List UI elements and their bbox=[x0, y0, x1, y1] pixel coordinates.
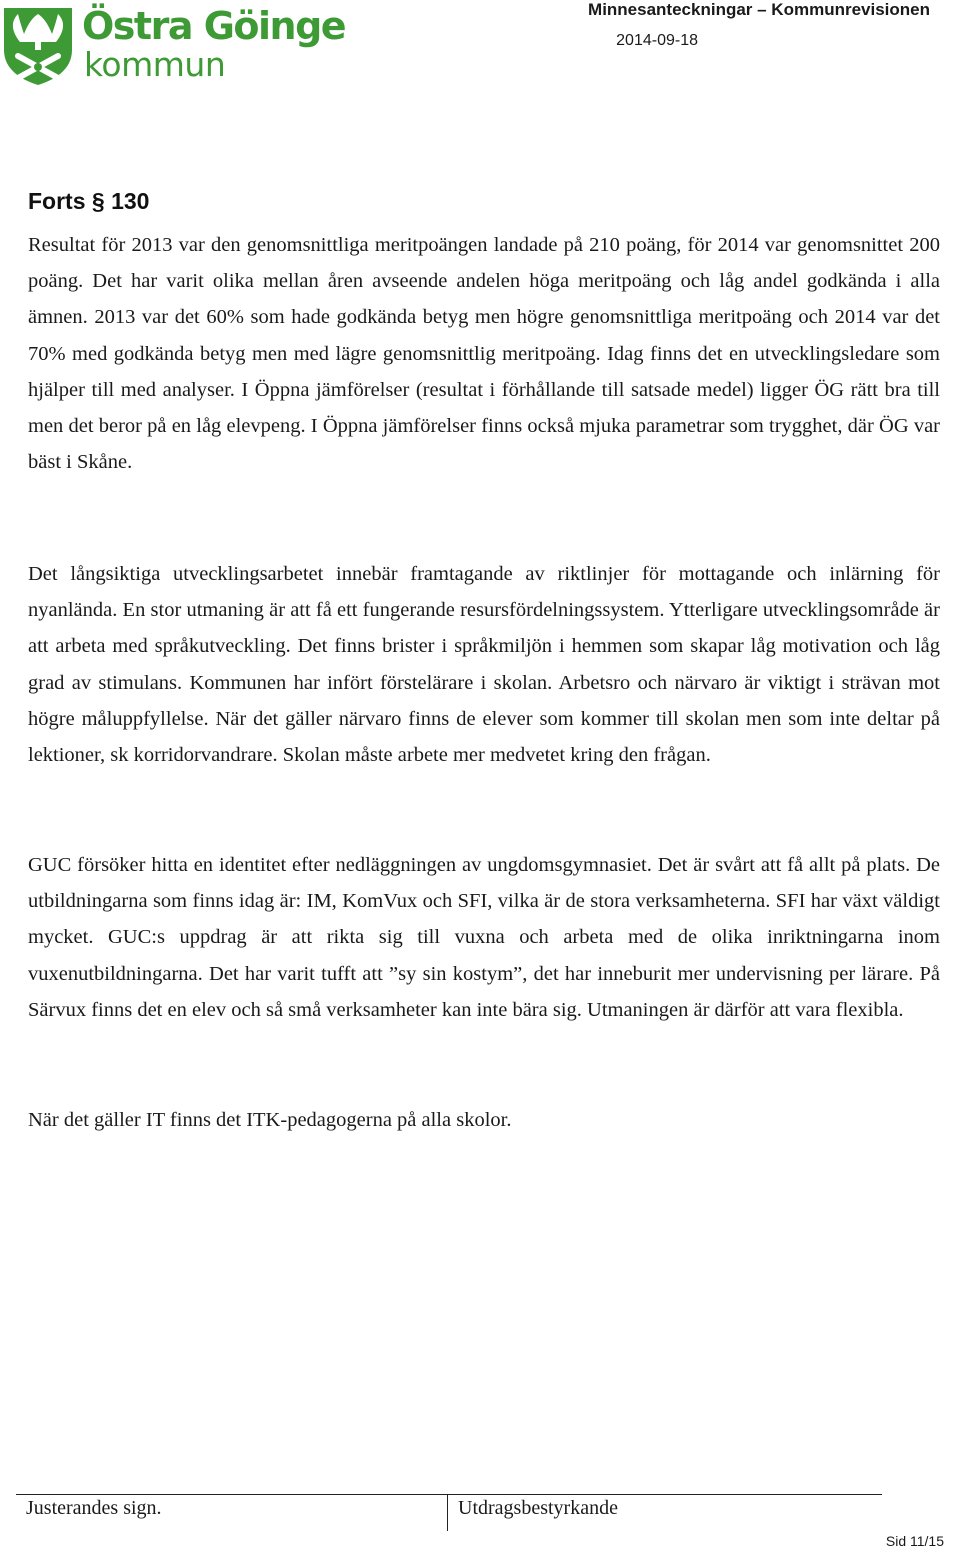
municipality-logo bbox=[0, 4, 346, 88]
paragraph-results: Resultat för 2013 var den genomsnittliga meritpoängen landade på 210 poäng, för 2014 var genomsnittet 200 poäng. Det har varit olika mellan åren avseende andelen höga meritpoäng och låg andel godkända i alla ämnen. 2013 var det 60% som hade godkända betyg men högre genomsnittliga meritpoäng och 2014 var det 70% med godkända betyg men med lägre genomsnittlig meritpoäng. Idag finns det en utvecklingsledare som hjälper till med analyser. I Öppna jämförelser (resultat i förhållande till satsade medel) ligger ÖG rätt bra till men det beror på en låg elevpeng. I Öppna jämförelser finns också mjuka parametrar som trygghet, där ÖG var bäst i Skåne. bbox=[28, 234, 940, 474]
document-title: Minnesanteckningar – Kommunrevisionen bbox=[588, 0, 930, 19]
logo-name: Östra Göinge bbox=[82, 4, 346, 48]
footer-divider bbox=[16, 1494, 882, 1495]
section-title: Forts § 130 bbox=[28, 188, 150, 214]
paragraph-guc: GUC försöker hitta en identitet efter nedläggningen av ungdomsgymnasiet. Det är svårt att få allt på plats. De utbildningarna som finns idag är: IM, KomVux och SFI, vilka är de stora verksamheterna. SFI har växt väldigt mycket. GUC:s uppdrag är att rikta sig till vuxna och arbeta med de olika inriktningarna inom vuxenutbildningarna. Det har varit tufft att ”sy sin kostym”, det har inneburit mer undervisning per lärare. På Särvux finns det en elev och så små verksamheter kan inte bära sig. Utmaningen är därför att vara flexibla. bbox=[28, 854, 940, 1021]
paragraph-development: Det långsiktiga utvecklingsarbetet innebär framtagande av riktlinjer för mottagande och inlärning för nyanlända. En stor utmaning är att få ett fungerande resursfördelningssystem. Ytterligare utvecklingsområde är att arbeta med språkutveckling. Det finns brister i språkmiljön i hemmen som skapar låg motivation och låg grad av stimulans. Kommunen har infört förstelärare i skolan. Arbetsro och närvaro är viktigt i strävan mot högre måluppfyllelse. När det gäller närvaro finns de elever som kommer till skolan men som inte deltar på lektioner, sk korridorvandrare. Skolan måste arbete mer medvetet kring den frågan. bbox=[28, 563, 940, 767]
footer-column-separator bbox=[447, 1495, 448, 1531]
certification-label: Utdragsbestyrkande bbox=[458, 1497, 618, 1519]
logo-subtitle: kommun bbox=[84, 45, 226, 84]
coat-of-arms-icon bbox=[2, 6, 74, 86]
page-number: Sid 11/15 bbox=[885, 1533, 944, 1549]
signature-label: Justerandes sign. bbox=[26, 1497, 162, 1519]
document-date: 2014-09-18 bbox=[616, 32, 698, 49]
paragraph-it: När det gäller IT finns det ITK-pedagogerna på alla skolor. bbox=[28, 1109, 512, 1131]
